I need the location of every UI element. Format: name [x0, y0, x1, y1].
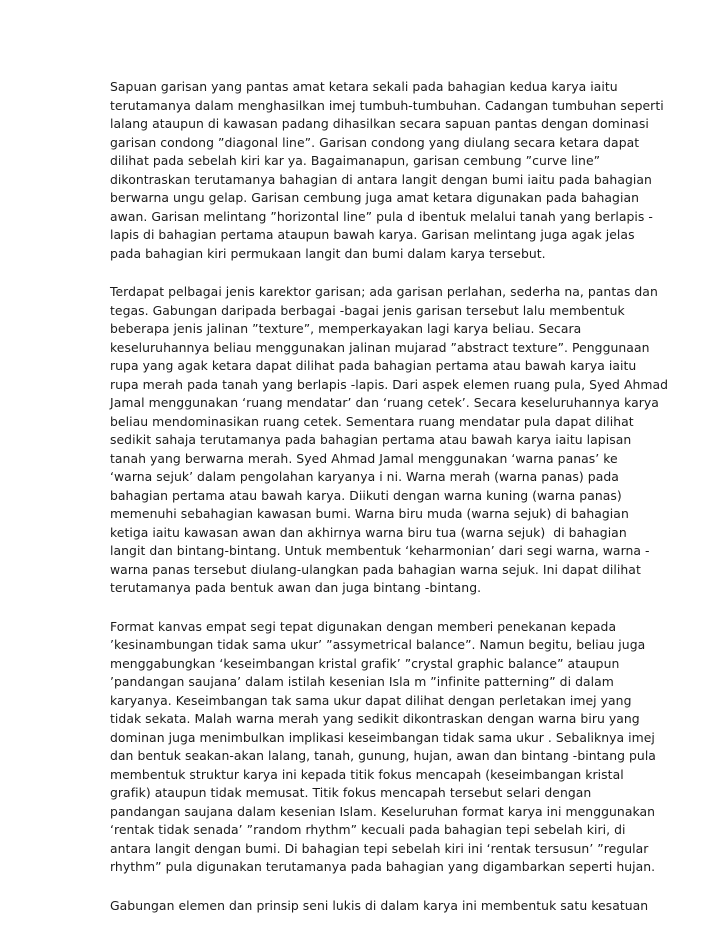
text-line: berwarna ungu gelap. Garisan cembung juga amat ketara digunakan pada bahagian	[110, 190, 640, 205]
text-line: garisan condong ”diagonal line”. Garisan condong yang diulang secara ketara dapat	[110, 134, 640, 150]
paragraph	[110, 897, 649, 916]
text-line: ’pandangan saujana’ dalam istilah kesenian Isla m ”infinite patterning” di dalam	[110, 674, 614, 689]
text-line: rupa merah pada tanah yang berlapis -lapis. Dari aspek elemen ruang pula, Syed Ahmad	[110, 376, 669, 392]
text-line: tidak sekata. Malah warna merah yang sedikit dikontraskan dengan warna biru yang	[110, 711, 640, 726]
text-line: karyanya. Keseimbangan tak sama ukur dapat dilihat dengan perletakan imej yang	[110, 692, 632, 708]
text-line: rhythm” pula digunakan terutamanya pada bahagian yang digambarkan seperti hujan.	[110, 859, 656, 874]
text-line: beliau mendominasikan ruang cetek. Sementara ruang mendatar pula dapat dilihat	[110, 413, 634, 429]
text-line: sedikit sahaja terutamanya pada bahagian pertama atau bawah karya iaitu lapisan	[110, 432, 632, 447]
text-line: rupa yang agak ketara dapat dilihat pada bahagian pertama atau bawah karya iaitu	[110, 358, 637, 373]
text-line: menggabungkan ‘keseimbangan kristal grafik’ ”crystal graphic balance” ataupun	[110, 655, 620, 671]
text-line: awan. Garisan melintang ”horizontal line” pula d ibentuk melalui tanah yang berlapis -	[110, 208, 653, 224]
text-line: memenuhi sebahagian kawasan bumi. Warna biru muda (warna sejuk) di bahagian	[110, 506, 629, 521]
text-line: terutamanya dalam menghasilkan imej tumbuh-tumbuhan. Cadangan tumbuhan seperti	[110, 97, 664, 113]
document-page	[110, 78, 669, 935]
text-line: pandangan saujana dalam kesenian Islam. Keseluruhan format karya ini menggunakan	[110, 803, 656, 819]
text-line: dominan juga menimbulkan implikasi keseimbangan tidak sama ukur . Sebaliknya imej	[110, 729, 655, 745]
text-line: membentuk struktur karya ini kepada titik fokus mencapah (keseimbangan kristal	[110, 766, 624, 782]
text-line: dan bentuk seakan-akan lalang, tanah, gunung, hujan, awan dan bintang -bintang pula	[110, 748, 656, 763]
text-line: langit dan bintang-bintang. Untuk membentuk ‘keharmonian’ dari segi warna, warna -	[110, 543, 650, 558]
text-line: antara langit dengan bumi. Di bahagian tepi sebelah kiri ini ‘rentak tersusun’ ”regular	[110, 840, 649, 856]
text-line: Terdapat pelbagai jenis karektor garisan; ada garisan perlahan, sederha na, pantas dan	[110, 284, 658, 299]
text-line: tegas. Gabungan daripada berbagai -bagai jenis garisan tersebut lalu membentuk	[110, 302, 625, 318]
text-line: pada bahagian kiri permukaan langit dan bumi dalam karya tersebut.	[110, 245, 546, 261]
text-line: grafik) ataupun tidak memusat. Titik fokus mencapah tersebut selari dengan	[110, 785, 592, 800]
text-line: warna panas tersebut diulang-ulangkan pada bahagian warna sejuk. Ini dapat dilihat	[110, 561, 641, 577]
text-line: ’kesinambungan tidak sama ukur’ ”assymetrical balance”. Namun begitu, beliau juga	[110, 637, 646, 652]
paragraph	[110, 78, 664, 263]
paragraph	[110, 618, 656, 877]
text-line: dilihat pada sebelah kiri kar ya. Bagaimanapun, garisan cembung ”curve line”	[110, 153, 601, 168]
text-line: bahagian pertama atau bawah karya. Diikuti dengan warna kuning (warna panas)	[110, 487, 622, 503]
text-line: tanah yang berwarna merah. Syed Ahmad Jamal menggunakan ‘warna panas’ ke	[110, 450, 618, 466]
text-line: Jamal menggunakan ‘ruang mendatar’ dan ‘ruang cetek’. Secara keseluruhannya karya	[110, 395, 659, 410]
text-line: Gabungan elemen dan prinsip seni lukis di dalam karya ini membentuk satu kesatuan	[110, 897, 649, 913]
text-line: lalang ataupun di kawasan padang dihasilkan secara sapuan pantas dengan dominasi	[110, 116, 649, 131]
paragraph	[110, 283, 669, 598]
text-line: Sapuan garisan yang pantas amat ketara sekali pada bahagian kedua karya iaitu	[110, 79, 618, 94]
text-line: terutamanya pada bentuk awan dan juga bintang -bintang.	[110, 580, 482, 595]
text-line: Format kanvas empat segi tepat digunakan dengan memberi penekanan kepada	[110, 618, 617, 634]
text-line: dikontraskan terutamanya bahagian di antara langit dengan bumi iaitu pada bahagian	[110, 171, 652, 187]
text-line: lapis di bahagian pertama ataupun bawah karya. Garisan melintang juga agak jelas	[110, 227, 635, 242]
text-line: ketiga iaitu kawasan awan dan akhirnya warna biru tua (warna sejuk) di bahagian	[110, 524, 627, 540]
text-line: ‘rentak tidak senada’ ”random rhythm” kecuali pada bahagian tepi sebelah kiri, di	[110, 822, 626, 837]
text-line: keseluruhannya beliau menggunakan jalinan mujarad ”abstract texture”. Penggunaan	[110, 339, 650, 355]
text-line: ‘warna sejuk’ dalam pengolahan karyanya i ni. Warna merah (warna panas) pada	[110, 469, 619, 484]
text-line: beberapa jenis jalinan ”texture”, memperkayakan lagi karya beliau. Secara	[110, 321, 582, 336]
